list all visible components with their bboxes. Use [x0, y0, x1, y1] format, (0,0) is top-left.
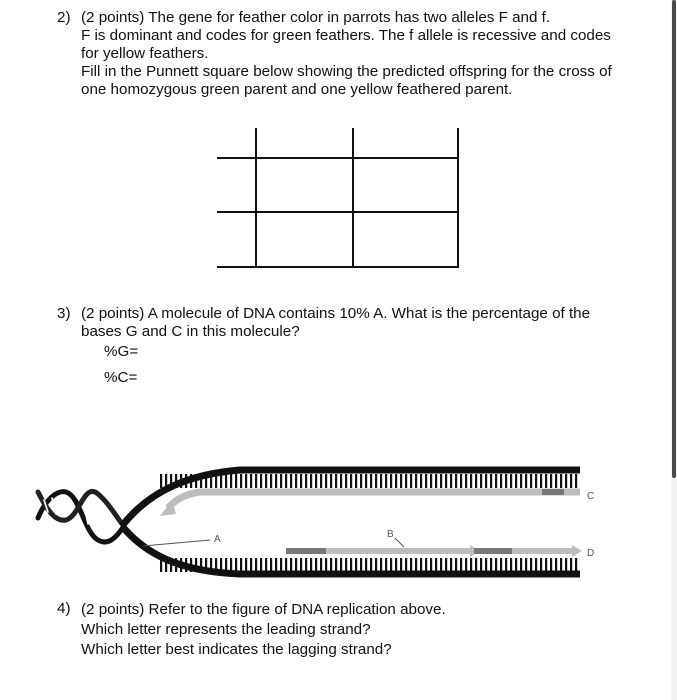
- bottom-strand-ticks: [160, 558, 580, 572]
- question-line: Fill in the Punnett square below showing the predicted offspring for the cross of: [81, 63, 612, 80]
- label-c: C: [587, 491, 595, 502]
- question-line: for yellow feathers.: [81, 45, 209, 62]
- scrollbar-thumb[interactable]: [672, 0, 676, 478]
- leading-arrowhead: [572, 545, 582, 557]
- leading-strand-fragment: [286, 548, 326, 554]
- question-line: (2 points) The gene for feather color in parrots has two alleles F and f.: [81, 9, 551, 26]
- question-number: 4): [57, 600, 71, 617]
- okazaki-fragment: [542, 489, 564, 495]
- double-helix: [38, 491, 124, 542]
- label-b: B: [387, 529, 394, 540]
- question-number: 2): [57, 9, 71, 26]
- vertical-scrollbar[interactable]: [671, 0, 677, 700]
- question-number: 3): [57, 305, 71, 322]
- question-line: Which letter best indicates the lagging strand?: [81, 641, 392, 658]
- lagging-strand-arrow: [168, 492, 580, 508]
- g-percent-label: %G=: [104, 343, 139, 360]
- question-line: (2 points) Refer to the figure of DNA replication above.: [81, 601, 446, 618]
- c-percent-label: %C=: [104, 369, 138, 386]
- leading-strand-fragment: [474, 548, 512, 554]
- label-d: D: [587, 548, 595, 559]
- top-strand-ticks: [160, 474, 580, 488]
- question-line: Which letter represents the leading strand?: [81, 621, 371, 638]
- pointer-line-a: [143, 540, 210, 546]
- question-line: (2 points) A molecule of DNA contains 10% A. What is the percentage of the: [81, 305, 591, 322]
- pointer-line-b: [395, 538, 404, 547]
- question-text: [81, 600, 446, 660]
- question-line: F is dominant and codes for green feathers. The f allele is recessive and codes: [81, 27, 611, 44]
- label-a: A: [214, 534, 221, 545]
- question-line: one homozygous green parent and one yellow feathered parent.: [81, 81, 513, 98]
- question-line: bases G and C in this molecule?: [81, 323, 300, 340]
